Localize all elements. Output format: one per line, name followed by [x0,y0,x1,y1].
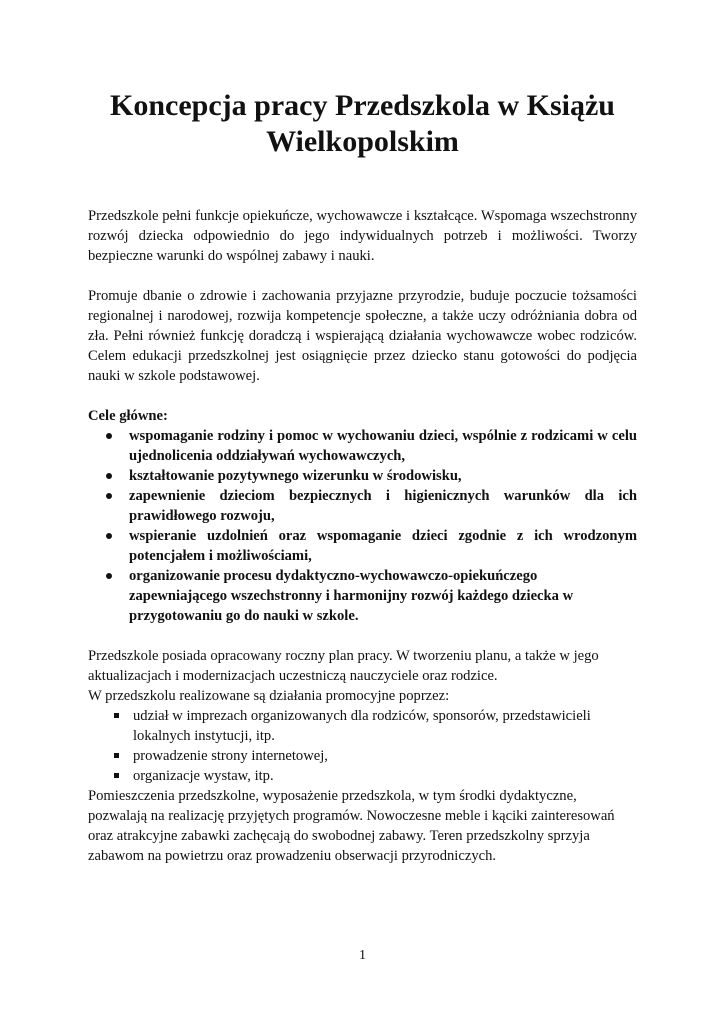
paragraph-promo-intro: W przedszkolu realizowane są działania promocyjne poprzez: [88,688,450,704]
goal-item [88,426,637,466]
goal-text: wspomaganie rodziny i pomoc w wychowaniu dzieci, wspólnie z rodzicami w celu ujednolicenia oddziaływań wychowawczych, [129,428,637,464]
goals-heading: Cele główne: [88,408,168,424]
promo-text: udział w imprezach organizowanych dla rodziców, sponsorów, przedstawicieli lokalnych instytucji, itp. [133,708,591,744]
page-number: 1 [359,948,366,963]
paragraph-promotes: Promuje dbanie o zdrowie i zachowania przyjazne przyrodzie, buduje poczucie tożsamości regionalnej i narodowej, rozwija kompetencje społeczne, a także uczy odróżniania dobra od zła. Pełni również funkcję doradczą i wspierającą działania wychowawcze wobec rodziców. Celem edukacji przedszkolnej jest osiągnięcie przez dziecko stanu gotowości do podjęcia nauki w szkole podstawowej. [88,288,637,384]
square-bullet-icon [114,773,119,778]
promo-item [88,766,637,786]
promo-list [88,706,637,786]
goal-text: wspieranie uzdolnień oraz wspomaganie dzieci zgodnie z ich wrodzonym potencjałem i możliwościami, [129,528,637,564]
title-line-2: Wielkopolskim [266,125,459,158]
goal-text: organizowanie procesu dydaktyczno-wychowawczo-opiekuńczego zapewniającego wszechstronny i harmonijny rozwój każdego dziecka w przygotowaniu go do nauki w szkole. [129,568,574,624]
goal-text: kształtowanie pozytywnego wizerunku w środowisku, [129,468,462,484]
goal-item [88,466,637,486]
bullet-icon [106,533,112,539]
square-bullet-icon [114,713,119,718]
bullet-icon [106,473,112,479]
promo-item [88,706,637,746]
goals-list [88,426,637,626]
promo-text: organizacje wystaw, itp. [133,768,274,784]
document-title [88,88,637,160]
bullet-icon [106,433,112,439]
square-bullet-icon [114,753,119,758]
bullet-icon [106,573,112,579]
paragraph-facilities: Pomieszczenia przedszkolne, wyposażenie przedszkola, w tym środki dydaktyczne, pozwalają na realizację przyjętych programów. Nowoczesne meble i kąciki zainteresowań oraz atrakcyjne zabawki zachęcają do swobodnej zabawy. Teren przedszkolny sprzyja zabawom na powietrzu oraz prowadzeniu obserwacji przyrodniczych. [88,788,615,864]
paragraph-plan: Przedszkole posiada opracowany roczny plan pracy. W tworzeniu planu, a także w jego aktualizacjach i modernizacjach uczestniczą nauczyciele oraz rodzice. [88,648,599,684]
promo-text: prowadzenie strony internetowej, [133,748,328,764]
goal-item [88,486,637,526]
goal-item [88,566,637,626]
goal-text: zapewnienie dzieciom bezpiecznych i higienicznych warunków dla ich prawidłowego rozwoju, [129,488,637,524]
promo-item [88,746,637,766]
bullet-icon [106,493,112,499]
paragraph-intro: Przedszkole pełni funkcje opiekuńcze, wychowawcze i kształcące. Wspomaga wszechstronny rozwój dziecka odpowiednio do jego indywidualnych potrzeb i możliwości. Tworzy bezpieczne warunki do wspólnej zabawy i nauki. [88,208,637,264]
title-line-1: Koncepcja pracy Przedszkola w Książu [110,89,615,122]
goal-item [88,526,637,566]
